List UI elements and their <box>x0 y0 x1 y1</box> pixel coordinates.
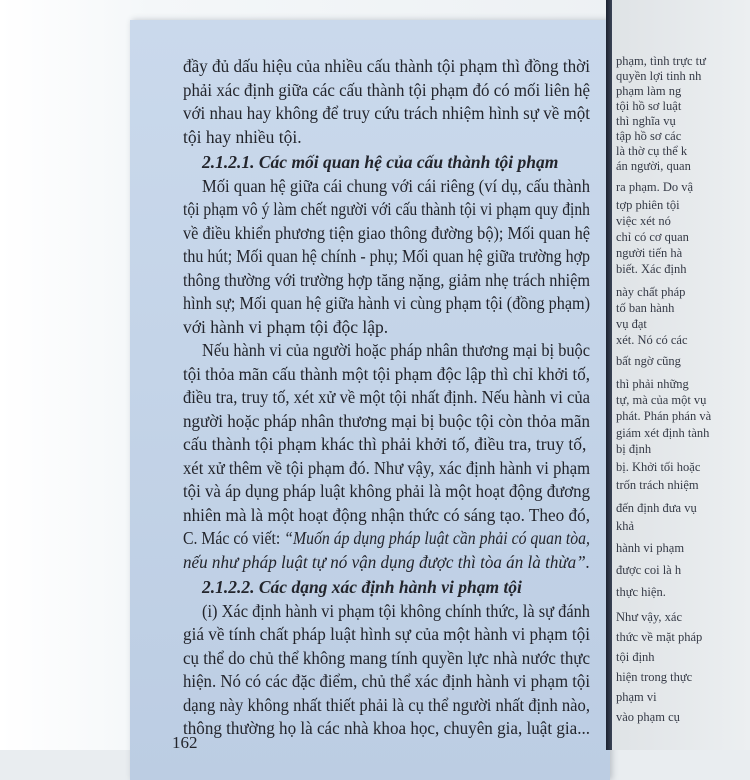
body-line: tội phạm vô ý làm chết người với cấu thành tội vi phạm quy định <box>183 199 590 219</box>
facing-page-line: việc xét nó <box>616 214 671 228</box>
body-line: tội thỏa mãn cấu thành một tội phạm độc lập thì chỉ khởi tố, <box>183 363 590 384</box>
body-line: dạng này không nhất thiết phải là cụ thể người nhất định nào, <box>183 694 590 715</box>
facing-page-line: đến định đưa vụ <box>616 501 697 515</box>
facing-page-line: giám xét định tành <box>616 426 710 440</box>
facing-page-line: án người, quan <box>616 159 691 173</box>
book-page-right <box>612 0 750 750</box>
body-line: với hành vi phạm tội độc lập. <box>183 316 389 337</box>
page-number: 162 <box>172 733 198 752</box>
facing-page-line: bị định <box>616 442 652 456</box>
body-line: xét xử thêm về tội phạm đó. Như vậy, xác định hành vi phạm <box>183 457 590 478</box>
facing-page-line: quyền lợi tinh nh <box>616 69 702 83</box>
body-line: người hoặc pháp nhân thương mại bị buộc tội còn thỏa mãn <box>183 410 590 431</box>
facing-page-line: thì phải những <box>616 377 689 391</box>
body-line: hiện. Nó có các đặc điểm, chủ thể xác định hành vi phạm tội <box>183 671 590 691</box>
facing-page-line: thực hiện. <box>616 585 666 599</box>
body-line: tội hay nhiều tội. <box>183 126 302 147</box>
facing-page-line: thì nghĩa vụ <box>616 114 676 128</box>
facing-page-line: tội định <box>616 650 655 664</box>
facing-page-line: hành vi phạm <box>616 541 685 555</box>
body-line: (i) Xác định hành vi phạm tội không chính thức, là sự đánh <box>202 600 590 621</box>
facing-page-line: phạm làm ng <box>616 84 682 98</box>
facing-page-line: thức về mặt pháp <box>616 630 703 644</box>
facing-page-line: tự, mà của một vụ <box>616 393 707 407</box>
facing-page-line: này chất pháp <box>616 285 686 299</box>
facing-page-line: bị. Khởi tối hoặc <box>616 460 701 474</box>
facing-page-line: người tiến hà <box>616 246 683 260</box>
facing-page-line: phạm vi <box>616 690 657 704</box>
quote-line: nếu như pháp luật tự nó vận dụng được thì tòa án là thừa”. <box>183 551 590 572</box>
body-line: cấu thành tội phạm khác thì phải khởi tố, điều tra, truy tố, <box>183 434 587 454</box>
body-line: với nhau hay không để truy cứu trách nhiệm hình sự về một <box>183 103 590 123</box>
body-line: thông thường họ là các nhà khoa học, chuyên gia, luật gia... <box>183 718 590 738</box>
body-line: Mối quan hệ giữa cái chung với cái riêng (ví dụ, cấu thành <box>202 175 590 196</box>
facing-page-line: bất ngờ cũng <box>616 354 681 368</box>
body-line: thu hút; Mối quan hệ chính - phụ; Mối quan hệ giữa trường hợp <box>183 246 590 266</box>
body-line: giá về tính chất pháp luật hình sự của một hành vi phạm tội <box>183 624 590 644</box>
section-heading: 2.1.2.2. Các dạng xác định hành vi phạm tội <box>202 577 522 597</box>
body-line: cụ thể do chủ thể không mang tính quyền lực nhà nước thực <box>183 647 590 668</box>
body-line: hình sự; Mối quan hệ giữa hành vi cùng phạm tội (đồng phạm) <box>183 293 590 313</box>
facing-page-line: vào phạm cụ <box>616 710 680 724</box>
facing-page-line: xét. Nó có các <box>616 333 688 347</box>
facing-page-line: hiện trong thực <box>616 670 693 684</box>
facing-page-line: phạm, tình trực tư <box>616 54 706 68</box>
body-line: nhiên mà là một hoạt động nhận thức có sáng tạo. Theo đó, <box>183 504 590 525</box>
body-line: phải xác định giữa các cấu thành tội phạm đó có mối liên hệ <box>183 79 590 100</box>
quote-text: “Muốn áp dụng pháp luật cần phải có quan tòa, <box>284 528 590 548</box>
facing-page-line: trốn trách nhiệm <box>616 478 699 492</box>
facing-page-line: ra phạm. Do vậ <box>616 180 694 194</box>
body-line: về điều khiển phương tiện giao thông đường bộ); Mối quan hệ <box>183 222 590 243</box>
facing-page-line: là thờ cụ thể k <box>616 144 688 158</box>
quote-lead: C. Mác có viết: <box>183 528 285 548</box>
facing-page-line: tội hồ sơ luật <box>616 99 682 113</box>
facing-page-line: Như vậy, xác <box>616 610 683 624</box>
facing-page-line: phát. Phán phán và <box>616 409 712 423</box>
facing-page-line: tập hồ sơ các <box>616 129 682 143</box>
body-line: thông thường với trường hợp tăng nặng, giảm nhẹ trách nhiệm <box>183 269 590 290</box>
quote-line <box>183 527 590 551</box>
body-line: Nếu hành vi của người hoặc pháp nhân thương mại bị buộc <box>202 340 590 360</box>
facing-page-line: được coi là h <box>616 563 682 577</box>
facing-page-line: khả <box>616 519 635 533</box>
facing-page-line: biết. Xác định <box>616 262 687 276</box>
page-body-text <box>183 55 590 741</box>
body-line: tội và áp dụng pháp luật không phải là một hoạt động đương <box>183 481 590 501</box>
facing-page-line: tợp phiên tội <box>616 198 680 212</box>
section-heading: 2.1.2.1. Các mối quan hệ của cấu thành tội phạm <box>202 152 559 172</box>
facing-page-line: chỉ có cơ quan <box>616 230 689 244</box>
facing-page-line: vụ đạt <box>616 317 647 331</box>
body-line: đầy đủ dấu hiệu của nhiều cấu thành tội phạm thì đồng thời <box>183 56 590 76</box>
body-line: điều tra, truy tố, xét xử về một tội nhất định. Nếu hành vi của <box>183 387 590 407</box>
facing-page-line: tố ban hành <box>616 301 675 315</box>
